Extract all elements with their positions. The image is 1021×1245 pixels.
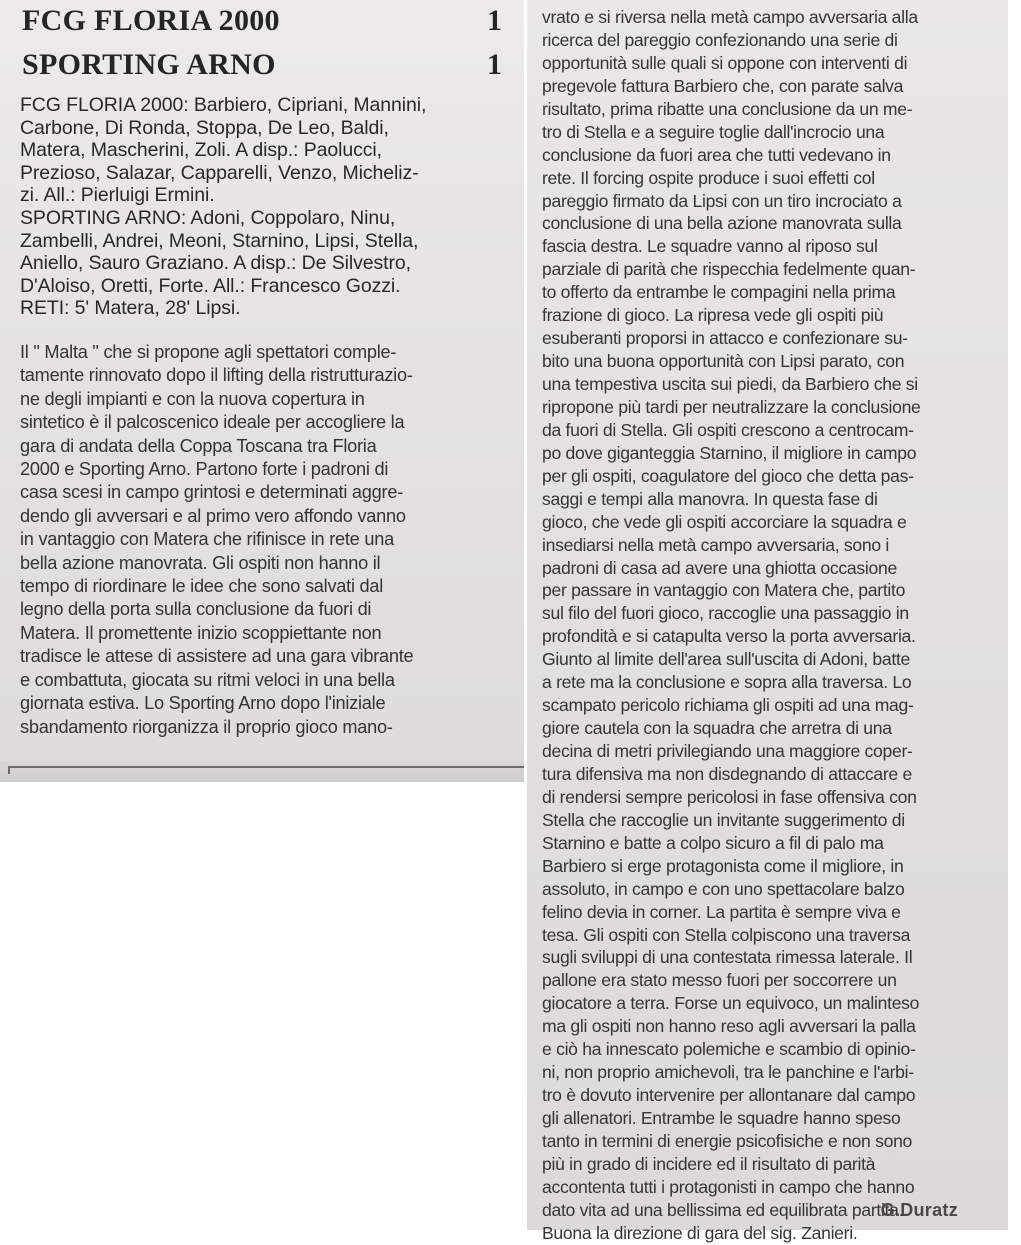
text-line: giocatore a terra. Forse un equivoco, un malinteso [542,993,920,1014]
newspaper-clipping-right [527,0,1008,1243]
text-line: Barbiero si erge protagonista come il migliore, in [542,855,904,876]
text-line: Carbone, Di Ronda, Stoppa, De Leo, Baldi, [20,116,389,139]
text-line: pregevole fattura Barbiero che, con parate salva [542,75,904,96]
article-column-left [20,341,500,739]
text-line: Matera. Il promettente inizio scoppiettante non [20,622,382,643]
text-line: da fuori di Stella. Gli ospiti crescono a centrocam- [542,419,914,440]
text-line: più in grado di incidere ed il risultato di parità [542,1153,876,1174]
text-line: e combattuta, giocata su ritmi veloci in una bella [20,669,395,690]
text-line: profondità e si catapulta verso la porta avversaria. [542,626,916,647]
text-line: tro di Stella e a seguire toglie dall'incrocio una [542,121,885,142]
text-line: Buona la direzione di gara del sig. Zanieri. [542,1222,858,1243]
text-line: per passare in vantaggio con Matera che, partito [542,580,906,601]
text-line: SPORTING ARNO: Adoni, Coppolaro, Ninu, [20,206,396,229]
text-line: sul filo del fuori gioco, raccoglie una passaggio in [542,603,909,624]
text-line: sbandamento riorganizza il proprio gioco mano- [20,716,393,737]
text-line: giore cautela con la squadra che arretra di una [542,718,892,739]
text-line: Stella che raccoglie un invitante suggerimento di [542,809,905,830]
text-line: accontenta tutti i protagonisti in campo che hanno [542,1176,915,1197]
text-line: rete. Il forcing ospite produce i suoi effetti col [542,167,875,188]
text-line: tesa. Gli ospiti con Stella colpiscono una traversa [542,924,911,945]
text-line: D'Aloiso, Oretti, Forte. All.: Francesco Gozzi. [20,274,401,297]
text-line: pareggio firmato da Lipsi con un tiro incrociato a [542,190,902,211]
text-line: Prezioso, Salazar, Capparelli, Venzo, Micheliz- [20,161,419,184]
text-line: ni, non proprio amichevoli, tra le panchine e l'arbi- [542,1062,914,1083]
text-line: Aniello, Sauro Graziano. A disp.: De Silvestro, [20,252,411,275]
text-line: e ciò ha innescato polemiche e scambio di opinio- [542,1039,916,1060]
text-line: vrato e si riversa nella metà campo avversaria alla [542,7,918,27]
text-line: Giunto al limite dell'area sull'uscita di Adoni, batte [542,649,911,670]
text-line: sintetico è il palcoscenico ideale per accogliere la [20,412,405,433]
text-line: assoluto, in campo e con uno spettacolare balzo [542,878,905,899]
text-line: dato vita ad una bellissima ed equilibrata partita. [542,1199,904,1220]
text-line: tanto in termini di energie psicofisiche e non sono [542,1130,913,1151]
text-line: RETI: 5' Matera, 28' Lipsi. [20,297,241,320]
text-line: gioco, che vede gli ospiti accorciare la squadra e [542,511,907,532]
text-line: per gli ospiti, coagulatore del gioco che detta pas- [542,465,914,486]
text-line: felino devia in corner. La partita è sempre viva e [542,901,901,922]
text-line: ripropone più tardi per neutralizzare la conclusione [542,396,921,417]
lineups-block [20,94,504,320]
text-line: gara di andata della Coppa Toscana tra Floria [20,435,377,456]
text-line: Il " Malta " che si propone agli spettatori comple- [20,342,397,362]
newspaper-clipping-left [0,0,524,782]
text-line: Starnino e batte a colpo sicuro a fil di palo ma [542,832,884,853]
text-line: ricerca del pareggio confezionando una serie di [542,29,898,50]
text-line: ne degli impianti e con la nuova copertura in [20,388,365,409]
text-line: insediarsi nella metà campo avversaria, sono i [542,534,890,555]
text-line: conclusione di una bella azione manovrata sulla [542,213,902,234]
text-line: opportunità sulle quali si oppone con interventi di [542,52,908,73]
text-line: conclusione da fuori area che tutti vedevano in [542,144,891,165]
text-line: tro è dovuto intervenire per allontanare dal campo [542,1085,916,1106]
text-line: decina di metri privilegiando una maggiore coper- [542,741,913,761]
text-line: parziale di parità che rispecchia fedelmente quan- [542,259,916,280]
text-line: a rete ma la conclusione e sopra alla traversa. Lo [542,672,912,693]
text-line: una tempestiva uscita sui piedi, da Barbiero che si [542,374,918,394]
text-line: frazione di gioco. La ripresa vede gli ospiti più [542,305,884,326]
text-line: pallone era stato messo fuori per soccorrere un [542,970,897,991]
text-line: bito una buona opportunità con Lipsi parato, con [542,351,905,372]
text-line: to offerto da entrambe le compagini nella prima [542,282,896,303]
away-team-score: 1 [487,48,502,81]
text-line: in vantaggio con Matera che rifinisce in rete una [20,529,394,550]
text-line: padroni di casa ad avere una ghiotta occasione [542,557,897,578]
home-team-name: FCG FLORIA 2000 [22,4,280,37]
text-line: legno della porta sulla conclusione da fuori di [20,599,372,620]
text-line: 2000 e Sporting Arno. Partono forte i padroni di [20,459,389,480]
text-line: po dove giganteggia Starnino, il migliore in campo [542,442,917,463]
text-line: di rendersi sempre pericolosi in fase offensiva con [542,786,917,807]
text-line: risultato, prima ribatte una conclusione da un me- [542,98,913,119]
text-line: dendo gli avversari e al primo vero affondo vanno [20,505,406,526]
text-line: fascia destra. Le squadre vanno al riposo sul [542,236,878,257]
author-signature: G.Duratz [880,1200,958,1220]
text-line: tura difensiva ma non disdegnando di attaccare e [542,763,912,784]
text-line: ma gli ospiti non hanno reso agli avversari la palla [542,1016,916,1037]
away-team-name: SPORTING ARNO [22,48,276,81]
text-line: scampato pericolo richiama gli ospiti ad una mag- [542,695,914,716]
text-line: saggi e tempi alla manovra. In questa fase di [542,488,878,509]
text-line: Matera, Mascherini, Zoli. A disp.: Paolucci, [20,139,382,162]
text-line: esuberanti proporsi in attacco e confezionare su- [542,328,908,349]
text-line: bella azione manovrata. Gli ospiti non hanno il [20,552,381,573]
column-divider-rule [0,761,524,782]
text-line: tamente rinnovato dopo il lifting della ristrutturazio- [20,365,413,386]
text-line: Zambelli, Andrei, Meoni, Starnino, Lipsi, Stella, [20,229,419,252]
text-line: casa scesi in campo grintosi e determinati aggre- [20,482,404,503]
article-column-right [542,6,990,1245]
text-line: FCG FLORIA 2000: Barbiero, Cipriani, Mannini, [20,94,427,116]
text-line: sugli sviluppi di una contestata rimessa laterale. Il [542,947,913,968]
home-team-score: 1 [487,4,502,37]
text-line: gli allenatori. Entrambe le squadre hanno speso [542,1108,901,1128]
text-line: tempo di riordinare le idee che sono salvati dal [20,576,384,597]
text-line: zi. All.: Pierluigi Ermini. [20,184,215,207]
text-line: tradisce le attese di assistere ad una gara vibrante [20,646,414,667]
text-line: giornata estiva. Lo Sporting Arno dopo l'iniziale [20,693,386,714]
